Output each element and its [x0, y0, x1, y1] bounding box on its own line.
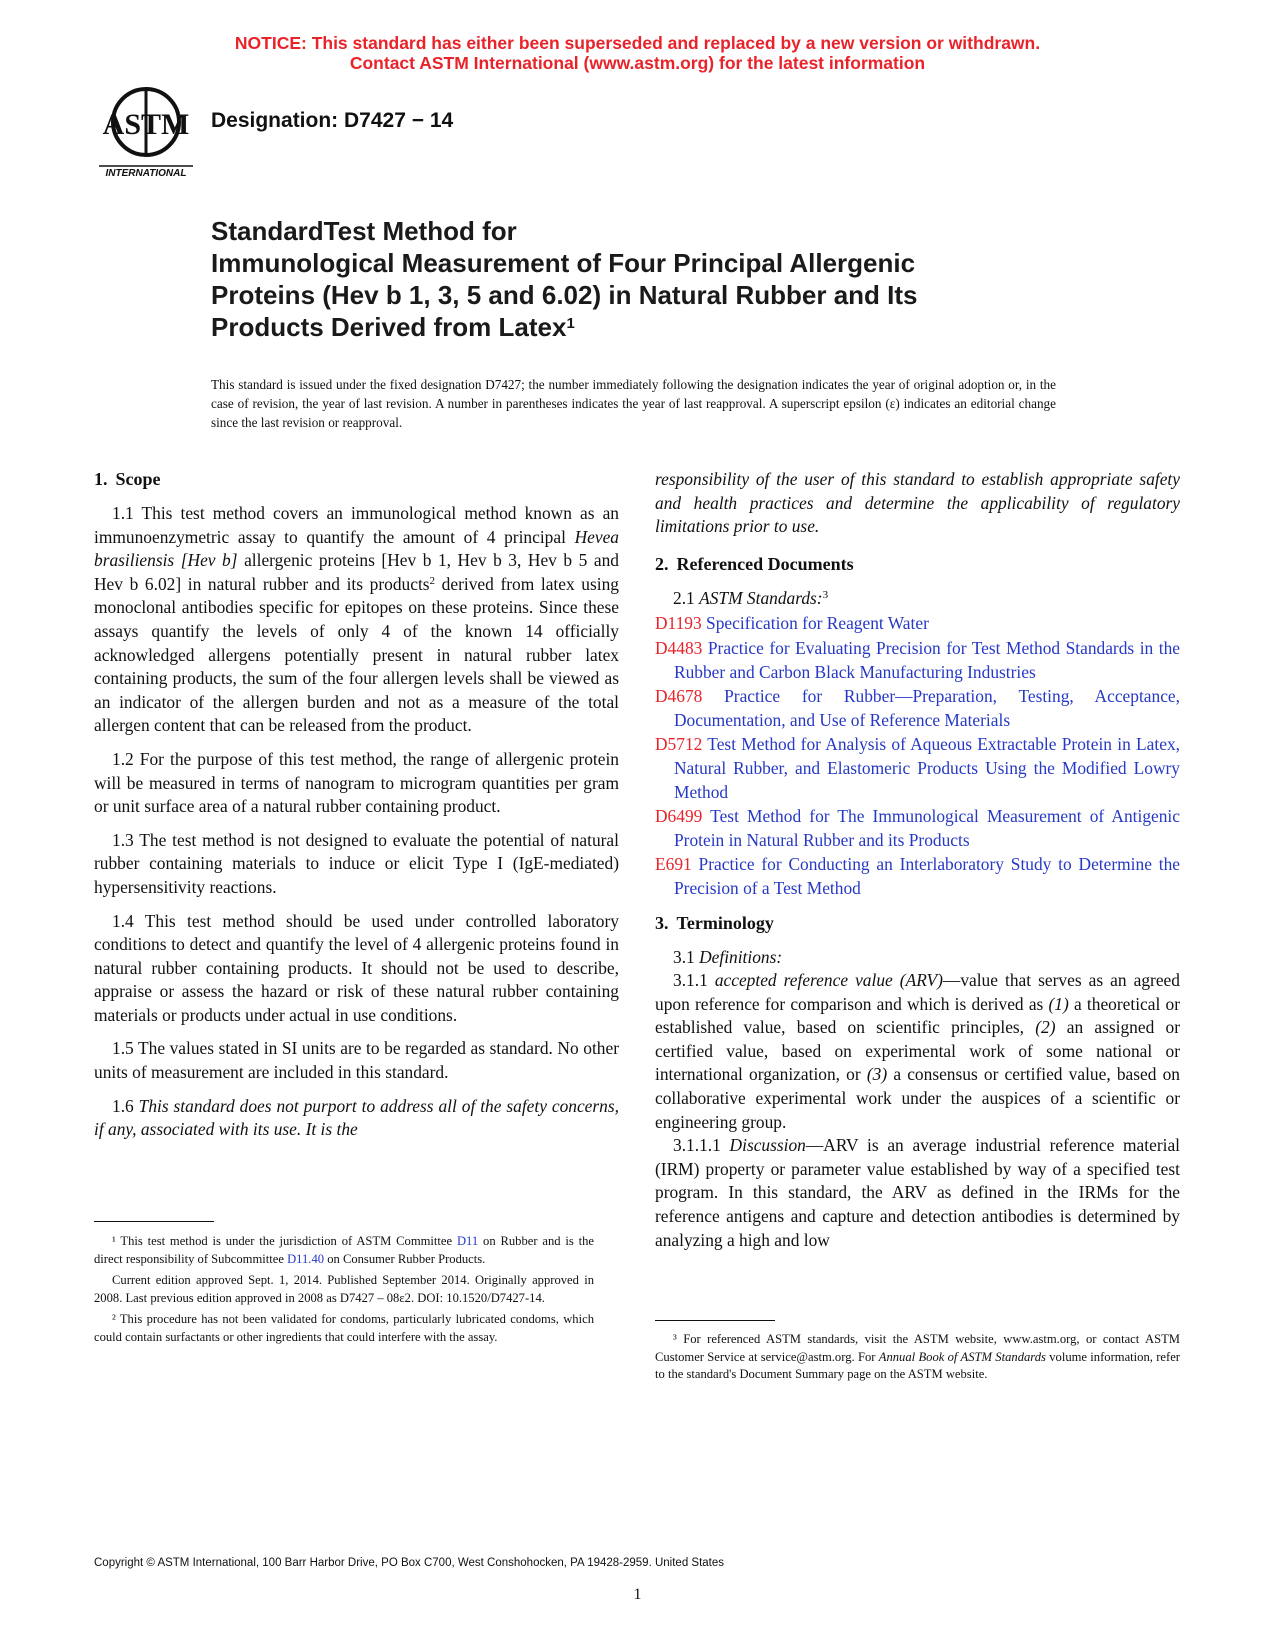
left-column	[94, 468, 619, 1152]
discussion-arv: 3.1.1.1 Discussion—ARV is an average industrial reference material (IRM) property or parameter value established by way of a specified test program. In this standard, the ARV as defined in the IRMs for the reference antigens and capture and detection antibodies is determined by analyzing a high and low	[655, 1135, 1180, 1250]
reference-item	[655, 805, 1180, 852]
paragraph-1-6: 1.6 This standard does not purport to address all of the safety concerns, if any, associated with its use. It is the	[94, 1095, 619, 1140]
copyright-line: Copyright © ASTM International, 100 Barr Harbor Drive, PO Box C700, West Conshohocken, PA 19428-2959. United States	[94, 1557, 725, 1569]
link-d11-40[interactable]: D11.40	[287, 1251, 325, 1266]
designation: Designation: D7427 − 14	[211, 109, 454, 132]
reference-title-link[interactable]: Specification for Reagent Water	[701, 613, 929, 634]
reference-item	[655, 612, 1180, 636]
reference-title-link[interactable]: Practice for Rubber—Preparation, Testing, Acceptance, Documentation, and Use of Reference Materials	[674, 686, 1180, 730]
footnote-rule-left	[94, 1221, 214, 1222]
reference-code-link[interactable]: D6499	[655, 806, 703, 827]
footnote-3: ³ For referenced ASTM standards, visit the ASTM website, www.astm.org, or contact ASTM Customer Service at service@astm.org. For Annual Book of ASTM Standards volume information, refer to the standard's Document Summary page on the ASTM website.	[655, 1332, 1180, 1382]
reference-code-link[interactable]: D1193	[655, 613, 702, 634]
page-number: 1	[633, 1586, 642, 1603]
footnotes-left	[94, 1233, 594, 1351]
title-line-1: StandardTest Method for	[211, 216, 517, 246]
document-title	[211, 215, 1111, 343]
reference-title-link[interactable]: Practice for Evaluating Precision for Test Method Standards in the Rubber and Carbon Black Manufacturing Industries	[674, 637, 1180, 682]
footnote-rule-right	[655, 1320, 775, 1321]
reference-item	[655, 733, 1180, 804]
footnote-1: ¹ This test method is under the jurisdiction of ASTM Committee D11 on Rubber and is the direct responsibility of Subcommittee D11.40 on Consumer Rubber Products.	[94, 1234, 594, 1266]
reference-code-link[interactable]: D4678	[655, 686, 703, 707]
svg-text:ASTM: ASTM	[102, 108, 190, 141]
paragraph-1-6-continued: responsibility of the user of this standard to establish appropriate safety and health practices and determine the applicability of regulatory limitations prior to use.	[655, 469, 1180, 537]
paragraph-1-5: 1.5 The values stated in SI units are to be regarded as standard. No other units of measurement are included in this standard.	[94, 1038, 619, 1083]
reference-title-link[interactable]: Test Method for Analysis of Aqueous Extractable Protein in Latex, Natural Rubber, and Elastomeric Products Using the Modified Lowry Method	[674, 734, 1180, 802]
section-heading-terminology: 3. Terminology	[655, 912, 774, 933]
title-line-2: Immunological Measurement of Four Principal Allergenic	[211, 248, 916, 278]
astm-logo	[95, 86, 197, 178]
paragraph-1-1: 1.1 This test method covers an immunological method known as an immunoenzymetric assay to quantify the amount of 4 principal Hevea brasiliensis [Hev b] allergenic proteins [Hev b 1, Hev b 3, Hev b 5 and Hev b 6.02] in natural rubber and its products$^2$ derived from latex using monoclonal antibodies specific for epitopes on these proteins. Since these assays quantify the levels of only 4 of the known 14 officially acknowledged allergens potentially present in natural rubber latex containing products, the sum of the four allergen levels shall be viewed as an indicator of the allergen burden and not as a measure of the total allergen content that can be released from the product.	[94, 503, 619, 736]
reference-item	[655, 637, 1180, 684]
withdrawal-notice	[0, 33, 1275, 73]
footnote-2: ² This procedure has not been validated for condoms, particularly lubricated condoms, which could contain surfactants or other ingredients that could interfere with the assay.	[94, 1312, 594, 1344]
right-column	[655, 468, 1180, 1262]
title-line-3: Proteins (Hev b 1, 3, 5 and 6.02) in Natural Rubber and Its	[211, 280, 918, 310]
section-heading-referenced-documents: 2. Referenced Documents	[655, 553, 854, 574]
astm-standards-label: 2.1 ASTM Standards:$^3$	[673, 587, 829, 608]
reference-item	[655, 685, 1180, 732]
reference-item	[655, 853, 1180, 900]
definitions-label: 3.1 Definitions:	[673, 946, 783, 967]
reference-title-link[interactable]: Practice for Conducting an Interlaboratory Study to Determine the Precision of a Test Method	[674, 854, 1180, 898]
title-footnote-mark: 1	[566, 315, 575, 332]
title-line-4: Products Derived from Latex	[211, 312, 567, 342]
definition-arv: 3.1.1 accepted reference value (ARV)—value that serves as an agreed upon reference for comparison and which is derived as (1) a theoretical or established value, based on scientific principles, (2) an assigned or certified value, based on experimental work of some national or international organization, or (3) a consensus or certified value, based on collaborative experimental work under the auspices of a scientific or engineering group.	[655, 970, 1181, 1132]
reference-title-link[interactable]: Test Method for The Immunological Measurement of Antigenic Protein in Natural Rubber and its Products	[674, 806, 1180, 850]
paragraph-1-4: 1.4 This test method should be used under controlled laboratory conditions to detect and quantify the level of 4 allergenic proteins found in natural rubber containing products. It should not be used to describe, appraise or assess the hazard or risk of these natural rubber containing materials or products under actual in use conditions.	[94, 910, 619, 1025]
notice-line-1: NOTICE: This standard has either been superseded and replaced by a new version or withdrawn.	[234, 33, 1041, 53]
footnote-edition: Current edition approved Sept. 1, 2014. Published September 2014. Originally approved in 2008. Last previous edition approved in 2008 as D7427 – 08ε2. DOI: 10.1520/D7427-14.	[94, 1273, 594, 1305]
reference-code-link[interactable]: E691	[655, 854, 692, 875]
logo-wordmark: INTERNATIONAL	[105, 168, 187, 178]
paragraph-1-3: 1.3 The test method is not designed to evaluate the potential of natural rubber containing materials to induce or elicit Type I (IgE-mediated) hypersensitivity reactions.	[94, 829, 619, 897]
link-d11[interactable]: D11	[456, 1234, 479, 1248]
notice-line-2: Contact ASTM International (www.astm.org) for the latest information	[349, 53, 926, 73]
reference-code-link[interactable]: D5712	[655, 734, 703, 755]
paragraph-1-2: 1.2 For the purpose of this test method, the range of allergenic protein will be measured in terms of nanogram to microgram quantities per gram or unit surface area of a natural rubber containing product.	[94, 748, 619, 817]
reference-list	[655, 612, 1180, 900]
issuance-note: This standard is issued under the fixed designation D7427; the number immediately following the designation indicates the year of original adoption or, in the case of revision, the year of last revision. A number in parentheses indicates the year of last reapproval. A superscript epsilon (ε) indicates an editorial change since the last revision or reapproval.	[211, 377, 1056, 430]
reference-code-link[interactable]: D4483	[655, 637, 703, 658]
section-heading-scope: 1. Scope	[94, 469, 161, 489]
